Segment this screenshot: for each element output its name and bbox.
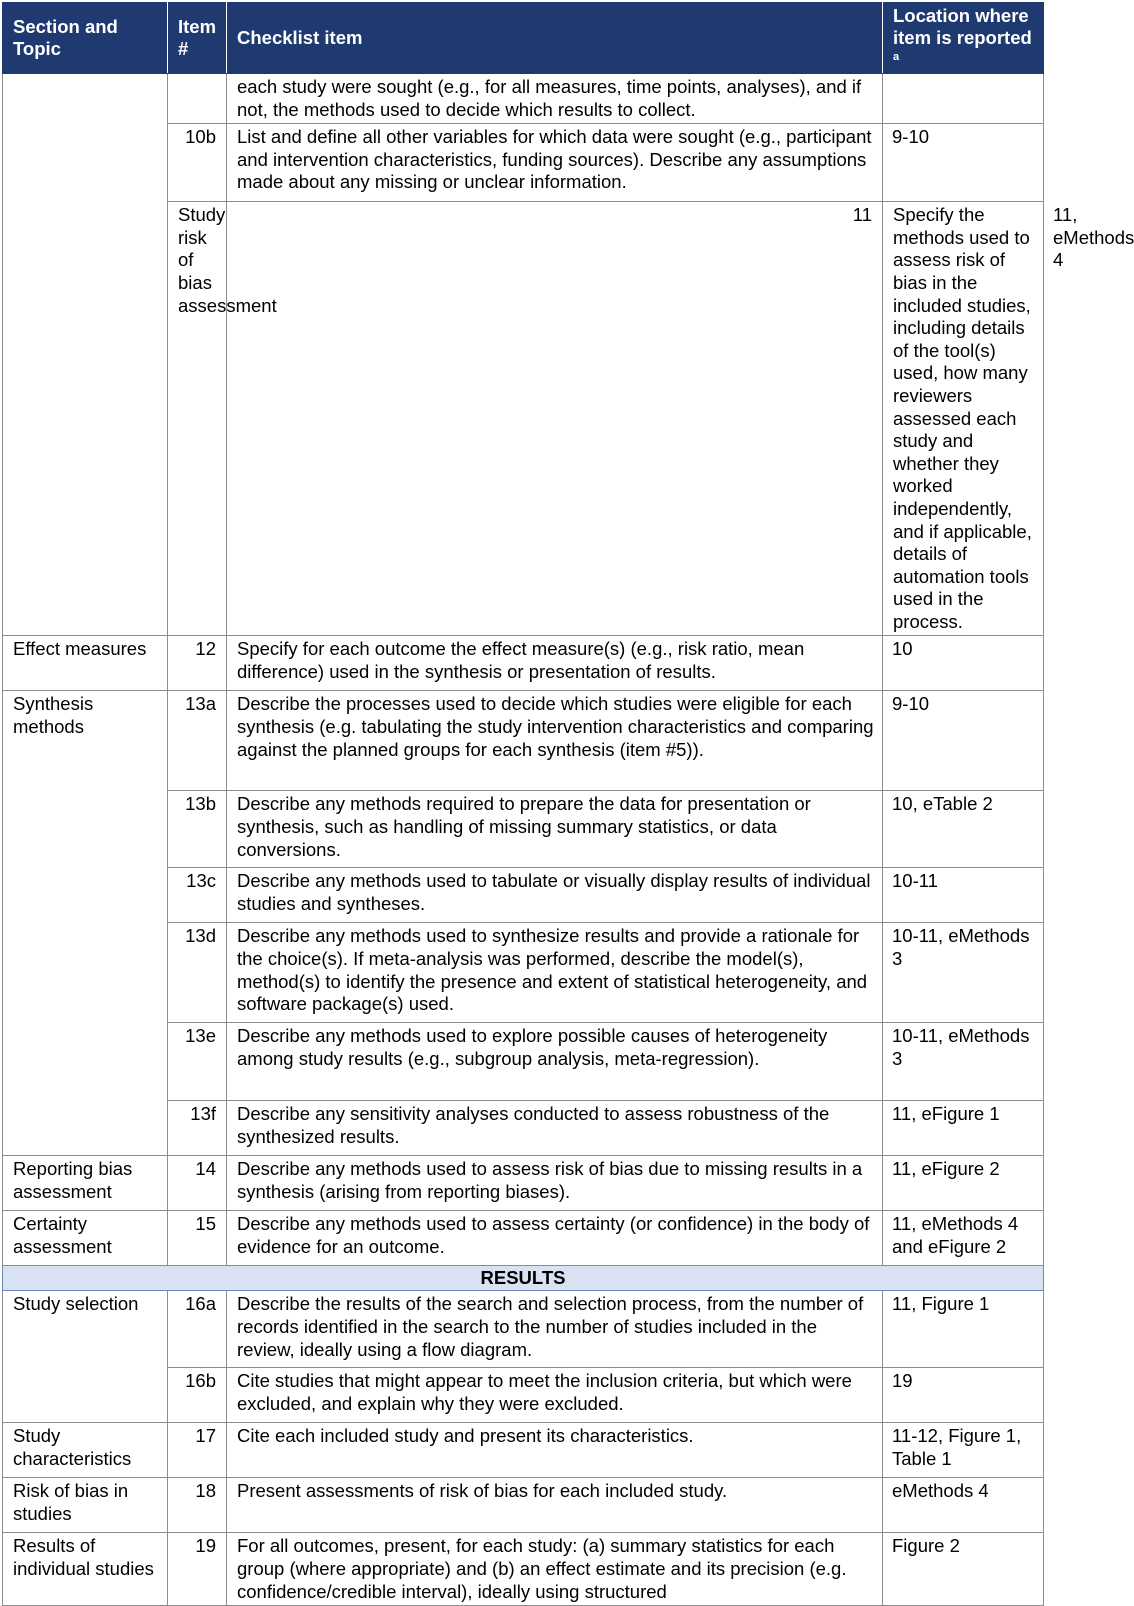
table-row (3, 1156, 1044, 1211)
item-number: 10b (168, 124, 227, 202)
topic-cell: Certainty assessment (3, 1211, 168, 1266)
location-cell: 11, eFigure 1 (883, 1101, 1044, 1156)
topic-cell: Results of individual studies (3, 1533, 168, 1606)
item-number: 13f (168, 1101, 227, 1156)
header-location (883, 3, 1044, 74)
checklist-text: Describe the processes used to decide which studies were eligible for each synthesis (e.g. tabulating the study intervention characteristics and comparing against the planned groups for each synthesis (item #5)). (227, 691, 883, 791)
item-number: 18 (168, 1478, 227, 1533)
checklist-text: Describe any sensitivity analyses conducted to assess robustness of the synthesized results. (227, 1101, 883, 1156)
topic-cell: Study characteristics (3, 1423, 168, 1478)
item-number: 16b (168, 1368, 227, 1423)
location-cell: 10-11 (883, 868, 1044, 923)
checklist-text: For all outcomes, present, for each study: (a) summary statistics for each group (where appropriate) and (b) an effect estimate and its precision (e.g. confidence/credible interval), ideally using structured (227, 1533, 883, 1606)
item-number: 13d (168, 923, 227, 1023)
location-cell: 10 (883, 636, 1044, 691)
item-number: 11 (227, 202, 883, 636)
item-number: 13e (168, 1023, 227, 1101)
location-cell: 9-10 (883, 124, 1044, 202)
item-number: 13b (168, 791, 227, 868)
item-number: 15 (168, 1211, 227, 1266)
header-location-label: Location where item is reported (893, 5, 1032, 48)
location-cell: 11, Figure 1 (883, 1291, 1044, 1368)
item-number: 12 (168, 636, 227, 691)
checklist-text: Describe the results of the search and selection process, from the number of records identified in the search to the number of studies included in the review, ideally using a flow diagram. (227, 1291, 883, 1368)
checklist-text: each study were sought (e.g., for all measures, time points, analyses), and if not, the methods used to decide which results to collect. (227, 74, 883, 124)
location-cell: 19 (883, 1368, 1044, 1423)
checklist-text: Describe any methods required to prepare the data for presentation or synthesis, such as handling of missing summary statistics, or data conversions. (227, 791, 883, 868)
header-checklist-item: Checklist item (227, 3, 883, 74)
table-row (3, 691, 1044, 791)
table-row (3, 636, 1044, 691)
location-cell: 11, eFigure 2 (883, 1156, 1044, 1211)
topic-cell: Study risk of bias assessment (168, 202, 227, 636)
table-row: Study risk of bias assessment 11 Specify the methods used to assess risk of bias in the included studies, including details of the tool(s) used, how many reviewers assessed each study and whether they worked independently, and if applicable, details of automation tools used in the process. 11, eMethods 4 (3, 202, 1044, 636)
checklist-text: Specify the methods used to assess risk of bias in the included studies, including details of the tool(s) used, how many reviewers assessed each study and whether they worked independently, and if applicable, details of automation tools used in the process. (883, 202, 1044, 636)
checklist-text: List and define all other variables for which data were sought (e.g., participant and intervention characteristics, funding sources). Describe any assumptions made about any missing or unclear information. (227, 124, 883, 202)
topic-cell: Reporting bias assessment (3, 1156, 168, 1211)
checklist-text: Cite studies that might appear to meet the inclusion criteria, but which were excluded, and explain why they were excluded. (227, 1368, 883, 1423)
checklist-text: Present assessments of risk of bias for each included study. (227, 1478, 883, 1533)
table-row (3, 74, 1044, 124)
checklist-text: Cite each included study and present its characteristics. (227, 1423, 883, 1478)
header-item-number: Item # (168, 3, 227, 74)
table-row (3, 1211, 1044, 1266)
location-cell: 10, eTable 2 (883, 791, 1044, 868)
location-cell: 10-11, eMethods 3 (883, 923, 1044, 1023)
location-cell: eMethods 4 (883, 1478, 1044, 1533)
header-section-topic: Section and Topic (3, 3, 168, 74)
checklist-text: Describe any methods used to assess risk of bias due to missing results in a synthesis (arising from reporting biases). (227, 1156, 883, 1211)
topic-cell: Risk of bias in studies (3, 1478, 168, 1533)
item-number: 13c (168, 868, 227, 923)
item-number: 16a (168, 1291, 227, 1368)
topic-cell: Effect measures (3, 636, 168, 691)
header-row (3, 3, 1044, 74)
checklist-text: Describe any methods used to synthesize results and provide a rationale for the choice(s). If meta-analysis was performed, describe the model(s), method(s) to identify the presence and extent of statistical heterogeneity, and software package(s) used. (227, 923, 883, 1023)
table-row (3, 1291, 1044, 1368)
topic-cell (3, 74, 168, 636)
location-cell: 10-11, eMethods 3 (883, 1023, 1044, 1101)
section-band-label: RESULTS (3, 1266, 1044, 1291)
location-cell: 11-12, Figure 1, Table 1 (883, 1423, 1044, 1478)
checklist-text: Specify for each outcome the effect measure(s) (e.g., risk ratio, mean difference) used in the synthesis or presentation of results. (227, 636, 883, 691)
table-row (3, 1478, 1044, 1533)
location-cell: Figure 2 (883, 1533, 1044, 1606)
table-row (3, 1533, 1044, 1606)
item-number: 14 (168, 1156, 227, 1211)
topic-cell: Synthesis methods (3, 691, 168, 1156)
checklist-table (2, 2, 1134, 1606)
location-cell: 9-10 (883, 691, 1044, 791)
location-cell: 11, eMethods 4 and eFigure 2 (883, 1211, 1044, 1266)
item-number: 13a (168, 691, 227, 791)
item-number: 17 (168, 1423, 227, 1478)
location-cell (883, 74, 1044, 124)
checklist-text: Describe any methods used to tabulate or visually display results of individual studies and syntheses. (227, 868, 883, 923)
section-band-results (3, 1266, 1044, 1291)
footnote-marker: a (893, 51, 900, 63)
item-number (168, 74, 227, 124)
checklist-text: Describe any methods used to assess certainty (or confidence) in the body of evidence for an outcome. (227, 1211, 883, 1266)
topic-cell: Study selection (3, 1291, 168, 1423)
checklist-text: Describe any methods used to explore possible causes of heterogeneity among study results (e.g., subgroup analysis, meta-regression). (227, 1023, 883, 1101)
item-number: 19 (168, 1533, 227, 1606)
table-row (3, 1423, 1044, 1478)
